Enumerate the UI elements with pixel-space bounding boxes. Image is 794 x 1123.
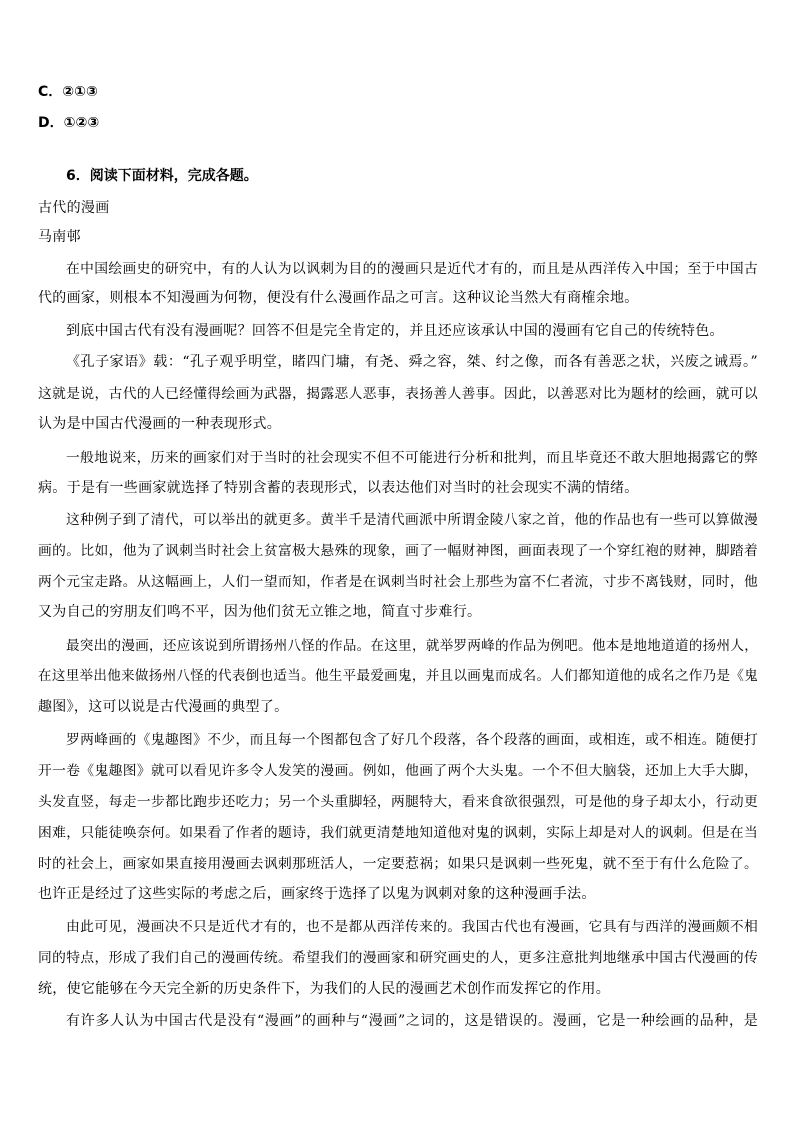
paragraph-line: 罗两峰画的《鬼趣图》不少，而且每一个图都包含了好几个段落，各个段落的画面，或相连，或不相连。随便打	[66, 732, 758, 748]
article-author: 马南邨	[38, 229, 81, 245]
paragraph-line: 画的。比如，他为了讽刺当时社会上贫富极大悬殊的现象，画了一幅财神图，画面表现了一个穿红袍的财神，脚踏着	[38, 543, 758, 559]
paragraph-line: 到底中国古代有没有漫画呢？回答不但是完全肯定的，并且还应该承认中国的漫画有它自己的传统特色。	[66, 323, 724, 339]
paragraph-line: 代的画家，则根本不知漫画为何物，便没有什么漫画作品之可言。这种议论当然大有商榷余地。	[38, 290, 639, 306]
paragraph-line: 这就是说，古代的人已经懂得绘画为武器，揭露恶人恶事，表扬善人善事。因此，以善恶对比为题材的绘画，就可以	[38, 386, 758, 402]
paragraph-line: 趣图》，这可以说是古代漫画的典型了。	[38, 699, 289, 715]
paragraph-line: 开一卷《鬼趣图》就可以看见许多令人发笑的漫画。例如，他画了两个大头鬼。一个不但大脑袋，还加上大手大脚，	[38, 763, 758, 779]
paragraph-line: 在这里举出他来做扬州八怪的代表倒也适当。他生平最爱画鬼，并且以画鬼而成名。人们都知道他的成名之作乃是《鬼	[38, 668, 758, 684]
paragraph-line: 一般地说来，历来的画家们对于当时的社会现实不但不可能进行分析和批判，而且毕竟还不敢大胆地揭露它的弊	[66, 450, 758, 466]
paragraph-line: 在中国绘画史的研究中，有的人认为以讽刺为目的的漫画只是近代才有的，而且是从西洋传入中国；至于中国古	[66, 261, 758, 277]
paragraph-line: 又为自己的穷朋友们鸣不平，因为他们贫无立锥之地，简直寸步难行。	[38, 604, 482, 620]
paragraph-line: 认为是中国古代漫画的一种表现形式。	[38, 416, 282, 432]
paragraph-line: 有许多人认为中国古代是没有“漫画”的画种与“漫画”之词的，这是错误的。漫画，它是一种绘画的品种，是	[66, 1013, 758, 1029]
option-c: C．②①③	[38, 84, 98, 100]
option-d: D．①②③	[38, 115, 100, 131]
paragraph-line: 困难，只能徒唤奈何。如果看了作者的题诗，我们就更清楚地知道他对鬼的讽刺，实际上却是对人的讽刺。但是在当	[38, 825, 758, 841]
paragraph-line: 头发直竖，每走一步都比跑步还吃力；另一个头重脚轻，两腿特大，看来食欲很强烈，可是他的身子却太小，行动更	[38, 794, 758, 810]
paragraph-line: 时的社会上，画家如果直接用漫画去讽刺那班活人，一定要惹祸；如果只是讽刺一些死鬼，就不至于有什么危险了。	[38, 856, 758, 872]
paragraph-line: 《孔子家语》载：“孔子观乎明堂，睹四门墉，有尧、舜之容，桀、纣之像，而各有善恶之状，兴废之诫焉。”	[66, 354, 758, 370]
paragraph-line: 同的特点，形成了我们自己的漫画传统。希望我们的漫画家和研究画史的人，更多注意批判地继承中国古代漫画的传	[38, 950, 758, 966]
article-title: 古代的漫画	[38, 200, 110, 216]
paragraph-line: 病。于是有一些画家就选择了特别含蓄的表现形式，以表达他们对当时的社会现实不满的情绪。	[38, 480, 639, 496]
paragraph-line: 两个元宝走路。从这幅画上，人们一望而知，作者是在讽刺当时社会上那些为富不仁者流，寸步不离钱财，同时，他	[38, 574, 758, 590]
paragraph-line: 统，使它能够在今天完全新的历史条件下，为我们的人民的漫画艺术创作而发挥它的作用。	[38, 981, 610, 997]
paragraph-line: 这种例子到了清代，可以举出的就更多。黄半千是清代画派中所谓金陵八家之首，他的作品也有一些可以算做漫	[66, 512, 758, 528]
paragraph-line: 最突出的漫画，还应该说到所谓扬州八怪的作品。在这里，就举罗两峰的作品为例吧。他本是地地道道的扬州人，	[66, 638, 758, 654]
question-title: 6．阅读下面材料，完成各题。	[66, 168, 258, 184]
paragraph-line: 由此可见，漫画决不只是近代才有的，也不是都从西洋传来的。我国古代也有漫画，它具有与西洋的漫画颇不相	[66, 919, 758, 935]
paragraph-line: 也许正是经过了这些实际的考虑之后，画家终于选择了以鬼为讽刺对象的这种漫画手法。	[38, 886, 596, 902]
